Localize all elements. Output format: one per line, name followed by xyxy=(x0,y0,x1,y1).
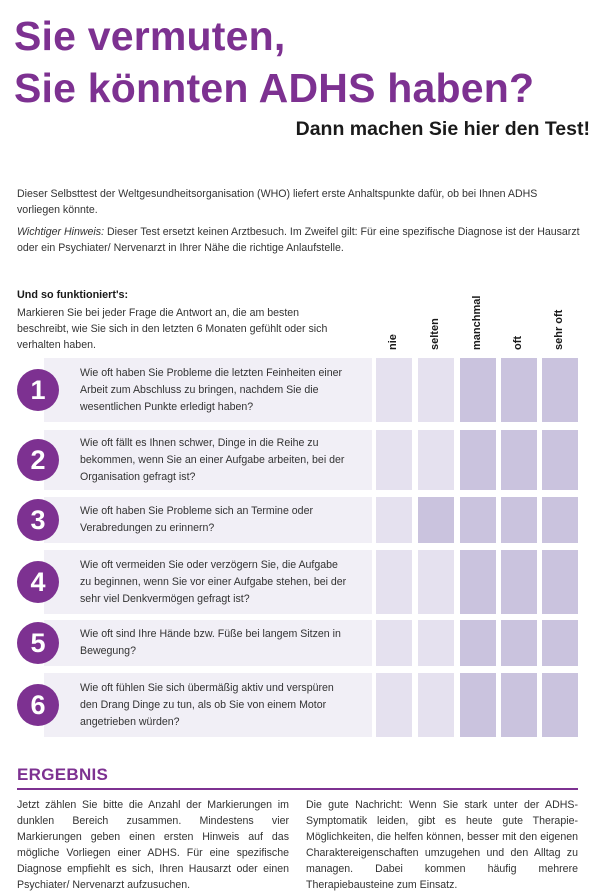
answer-cell-q5-oft[interactable] xyxy=(501,620,537,666)
answer-cell-q1-sehr-oft[interactable] xyxy=(542,358,578,422)
answer-cell-q4-nie[interactable] xyxy=(376,550,412,614)
column-header-label: selten xyxy=(429,318,441,350)
answer-cell-q5-sehr-oft[interactable] xyxy=(542,620,578,666)
question-text: Wie oft fällt es Ihnen schwer, Dinge in die Reihe zu bekommen, wenn Sie an einer Aufgabe arbeiten, bei der Organisation gefragt ist? xyxy=(80,436,345,483)
ergebnis-heading: ERGEBNIS xyxy=(17,765,109,784)
how-text: Markieren Sie bei jeder Frage die Antwort an, die am besten beschreibt, wie Sie sich in den letzten 6 Monaten gefühlt oder sich verhalten haben. xyxy=(17,307,328,351)
intro-paragraph: Dieser Selbsttest der Weltgesundheitsorganisation (WHO) liefert erste Anhaltspunkte dafür, ob bei Ihnen ADHS vorliegen könnte. xyxy=(17,188,538,216)
answer-cell-q6-nie[interactable] xyxy=(376,673,412,737)
intro-hint xyxy=(17,224,582,256)
answer-cell-q6-selten[interactable] xyxy=(418,673,454,737)
column-header-selten xyxy=(418,290,454,350)
column-header-label: manchmal xyxy=(471,295,483,350)
question-text: Wie oft vermeiden Sie oder verzögern Sie, die Aufgabe zu beginnen, wenn Sie vor einer Aufgabe stehen, bei der sehr viel Denkvermögen gefragt ist? xyxy=(80,558,347,605)
title-line-2: Sie könnten ADHS haben? xyxy=(14,65,535,111)
question-number-badge: 6 xyxy=(17,684,59,726)
answer-cell-q3-selten[interactable] xyxy=(418,497,454,543)
question-text: Wie oft haben Sie Probleme die letzten Feinheiten einer Arbeit zum Abschluss zu bringen, nachdem Sie die wesentlichen Punkte erledigt haben? xyxy=(80,366,343,413)
how-heading: Und so funktioniert's: xyxy=(17,289,129,301)
answer-cell-q1-manchmal[interactable] xyxy=(460,358,496,422)
ergebnis-divider xyxy=(17,788,578,790)
question-row-6 xyxy=(17,673,372,737)
ergebnis-left-text: Jetzt zählen Sie bitte die Anzahl der Markierungen im dunklen Bereich zusammen. Mindestens vier Markierungen geben einen ersten Hinweis auf das mögliche Vorliegen einer ADHS. Für eine spezifische Diagnose empfiehlt es sich, Ihren Hausarzt oder einen Psychiater/ Nervenarzt aufzusuchen. xyxy=(17,799,289,891)
answer-cell-q5-nie[interactable] xyxy=(376,620,412,666)
question-row-4 xyxy=(17,550,372,614)
column-header-label: oft xyxy=(512,335,524,350)
question-row-5 xyxy=(17,620,372,666)
question-text: Wie oft haben Sie Probleme sich an Termine oder Verabredungen zu erinnern? xyxy=(80,505,313,534)
column-header-nie xyxy=(376,290,412,350)
column-header-manchmal xyxy=(460,290,496,350)
answer-cell-q6-sehr-oft[interactable] xyxy=(542,673,578,737)
answer-cell-q3-sehr-oft[interactable] xyxy=(542,497,578,543)
hint-text: Dieser Test ersetzt keinen Arztbesuch. Im Zweifel gilt: Für eine spezifische Diagnose ist der Hausarzt oder ein Psychiater/ Nervenarzt in Ihrer Nähe die richtige Anlaufstelle. xyxy=(17,226,580,254)
answer-cell-q2-oft[interactable] xyxy=(501,430,537,490)
page-title xyxy=(14,10,594,114)
answer-cell-q4-sehr-oft[interactable] xyxy=(542,550,578,614)
question-row-3 xyxy=(17,497,372,543)
answer-cell-q6-manchmal[interactable] xyxy=(460,673,496,737)
answer-cell-q1-nie[interactable] xyxy=(376,358,412,422)
question-number-badge: 1 xyxy=(17,369,59,411)
answer-cell-q1-oft[interactable] xyxy=(501,358,537,422)
question-number-badge: 5 xyxy=(17,622,59,664)
answer-cell-q5-selten[interactable] xyxy=(418,620,454,666)
answer-cell-q2-nie[interactable] xyxy=(376,430,412,490)
column-header-sehr-oft xyxy=(542,290,578,350)
title-line-1: Sie vermuten, xyxy=(14,13,286,59)
question-text: Wie oft sind Ihre Hände bzw. Füße bei langem Sitzen in Bewegung? xyxy=(80,628,341,657)
answer-cell-q2-selten[interactable] xyxy=(418,430,454,490)
answer-cell-q3-nie[interactable] xyxy=(376,497,412,543)
ergebnis-right-text: Die gute Nachricht: Wenn Sie stark unter der ADHS-Symptomatik leiden, gibt es heute gute Therapie-Möglichkeiten, die helfen können, besser mit den eigenen Charaktereigenschaften umzugehen und den Alltag zu managen. Dabei kommen häufig mehrere Therapiebausteine zum Einsatz. xyxy=(306,799,578,891)
answer-cell-q5-manchmal[interactable] xyxy=(460,620,496,666)
question-row-1 xyxy=(17,358,372,422)
question-row-2 xyxy=(17,430,372,490)
column-header-oft xyxy=(501,290,537,350)
question-number-badge: 3 xyxy=(17,499,59,541)
answer-cell-q3-manchmal[interactable] xyxy=(460,497,496,543)
answer-cell-q4-manchmal[interactable] xyxy=(460,550,496,614)
question-number-badge: 2 xyxy=(17,439,59,481)
subtitle: Dann machen Sie hier den Test! xyxy=(295,118,590,140)
answer-cell-q4-selten[interactable] xyxy=(418,550,454,614)
answer-cell-q1-selten[interactable] xyxy=(418,358,454,422)
answer-cell-q3-oft[interactable] xyxy=(501,497,537,543)
answer-cell-q4-oft[interactable] xyxy=(501,550,537,614)
column-header-label: sehr oft xyxy=(553,309,565,350)
hint-label: Wichtiger Hinweis: xyxy=(17,226,105,238)
question-text: Wie oft fühlen Sie sich übermäßig aktiv und verspüren den Drang Dinge zu tun, als ob Sie von einem Motor angetrieben würden? xyxy=(80,681,334,728)
column-header-label: nie xyxy=(387,334,399,350)
answer-cell-q2-sehr-oft[interactable] xyxy=(542,430,578,490)
answer-cell-q2-manchmal[interactable] xyxy=(460,430,496,490)
answer-cell-q6-oft[interactable] xyxy=(501,673,537,737)
question-number-badge: 4 xyxy=(17,561,59,603)
